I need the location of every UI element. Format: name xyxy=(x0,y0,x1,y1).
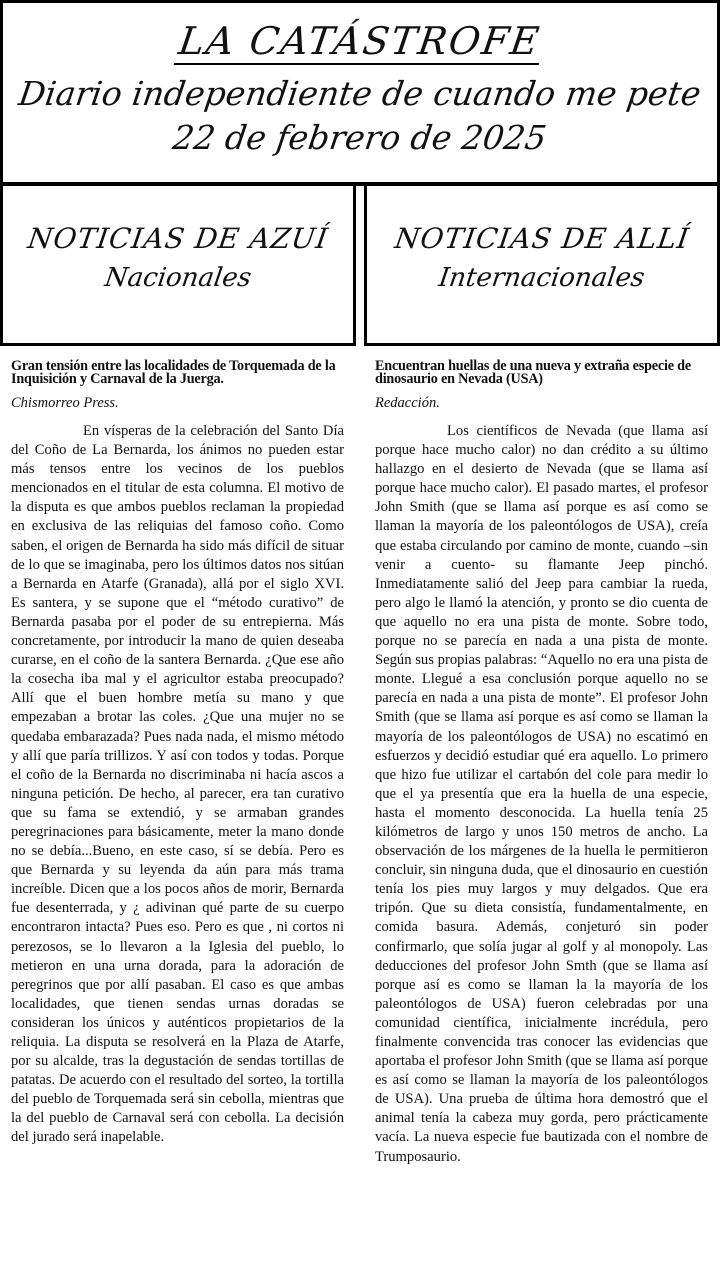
section-header-national xyxy=(0,186,356,346)
section-subtitle-text: Nacionales xyxy=(102,263,254,293)
article-international xyxy=(375,360,708,1167)
section-subtitle xyxy=(3,262,353,294)
section-title-text: NOTICIAS DE ALLÍ xyxy=(392,222,692,255)
section-subtitle-text: Internacionales xyxy=(437,263,647,293)
section-subtitle xyxy=(367,262,717,294)
section-title-text: NOTICIAS DE AZUÍ xyxy=(25,222,331,255)
section-title xyxy=(367,222,717,257)
masthead xyxy=(0,0,720,186)
article-body: Los científicos de Nevada (que llama así porque hace mucho calor) no dan crédito a su último hallazgo en el desierto de Nevada (que se llama así porque hace mucho calor). El pasado martes, el profesor John Smith (que se llama así porque es así como se llaman la mayoría de los paleontólogos de USA), creía que estaba circulando por camino de monte, cuando –sin venir a cuento- su flamante Jeep pinchó. Inmediatamente salió del Jeep para cambiar la rueda, pero algo le llamó la atención, y pronto se dio cuenta de que aquello no era una pista de monte. Sobre todo, porque no se parecía en nada a una pista de monte. Según sus propias palabras: “Aquello no era una pista de monte. Llegué a esa conclusión porque aquello no se parecía en nada a una pista de monte”. El profesor John Smith (que se llama así porque es así como se llaman la mayoría de los paleontólogos de USA) no escatimó en esfuerzos y decidió estudiar qué era aquello. Lo primero que hizo fue utilizar el cartabón del cole para medir lo que el ya presentía que era la huella de una especie, hasta el momento desconocida. La huella tenía 25 kilómetros de largo y unos 150 metros de ancho. La observación de los márgenes de la huella le permitieron concluir, sin ninguna duda, que el dinosaurio en cuestión tenía los pies muy largos y muy delgados. Que era tripón. Que su dieta consistía, fundamentalmente, en comida basura. Además, conjeturó sin poder confirmarlo, que solía jugar al golf y al monopoly. Las deducciones del profesor John Smth (que se llama así porque así es como se llaman la la mayoría de los paleontólogos de USA) fueron celebradas por una comunidad científica, inicialmente incrédula, pero finalmente convencida tras conocer las evidencias que aportaba el profesor John Smith (que se llama así porque es así como se llaman la mayoría de los paleontólogos de USA). Una prueba de última hora demostró que el animal tenía la cabeza muy gorda, pero prácticamente vacía. La nueva especie fue bautizada con el nombre de Trumposaurio. xyxy=(375,423,708,1165)
newspaper-subtitle-text: Diario independiente de cuando me pete xyxy=(16,74,704,113)
section-title xyxy=(3,222,353,257)
article-national xyxy=(11,360,344,1148)
article-headline: Gran tensión entre las localidades de Torquemada de la Inquisición y Carnaval de la Juerga. xyxy=(11,358,336,387)
newspaper-title xyxy=(3,19,717,65)
issue-date-text: 22 de febrero de 2025 xyxy=(170,118,550,157)
article-body: En vísperas de la celebración del Santo Día del Coño de La Bernarda, los ánimos no pueden estar más tensos entre los vecinos de los pueblos mencionados en el titular de esta columna. El motivo de la disputa es que ambos pueblos reclaman la propiedad en exclusiva de las reliquias del famoso coño. Como saben, el origen de Bernarda ha sido más difícil de situar de lo que se imaginaba, pero los últimos datos nos sitúan a Bernarda en Atarfe (Granada), allá por el siglo XVI. Es santera, y se supone que el “método curativo” de Bernarda pasaba por el poder de su entrepierna. Más concretamente, por introducir la mano de quien deseaba curarse, en el coño de la santera Bernarda. ¿Que ese año la cosecha iba mal y el agricultor estaba preocupado? Allí que el buen hombre metía su mano y que empezaban a brotar las coles. ¿Que una mujer no se quedaba embarazada? Pues nada nada, el mismo método y allí que paría trillizos. Y así con todos y todas. Porque el coño de la Bernarda no discriminaba ni hacía ascos a ninguna petición. De hecho, al parecer, era tan curativo que su fama se extendió, y se armaban grandes peregrinaciones para básicamente, meter la mano donde no se debía...Bueno, en este caso, sí se debía. Pero es que Bernarda y su leyenda da aún para más trama increíble. Dicen que a los pocos años de morir, Bernarda fue desenterrada, y ¿ adivinan qué parte de su cuerpo encontraron intacta? Pues eso. Pero es que , ni cortos ni perezosos, se lo llevaron a la Iglesia del pueblo, lo metieron en una urna dorada, para la adoración de peregrinos que por allí pasaban. El caso es que ambas localidades, que tienen sendas urnas doradas se consideran los únicos y auténticos propietarios de la reliquia. La disputa se resolverá en la Plaza de Atarfe, por su alcalde, tras la degustación de sendas tortillas de patatas. De acuerdo con el resultado del sorteo, la tortilla del pueblo de Torquemada será sin cebolla, mientras que la del pueblo de Carnaval será con cebolla. La decisión del jurado será inapelable. xyxy=(11,423,344,1146)
article-byline: Chismorreo Press. xyxy=(11,395,119,411)
section-header-international xyxy=(364,186,720,346)
article-byline: Redacción. xyxy=(375,395,440,411)
article-headline: Encuentran huellas de una nueva y extraña especie de dinosaurio en Nevada (USA) xyxy=(375,358,691,387)
newspaper-subtitle xyxy=(3,73,717,116)
issue-date xyxy=(3,117,717,160)
newspaper-title-text: LA CATÁSTROFE xyxy=(174,19,546,65)
